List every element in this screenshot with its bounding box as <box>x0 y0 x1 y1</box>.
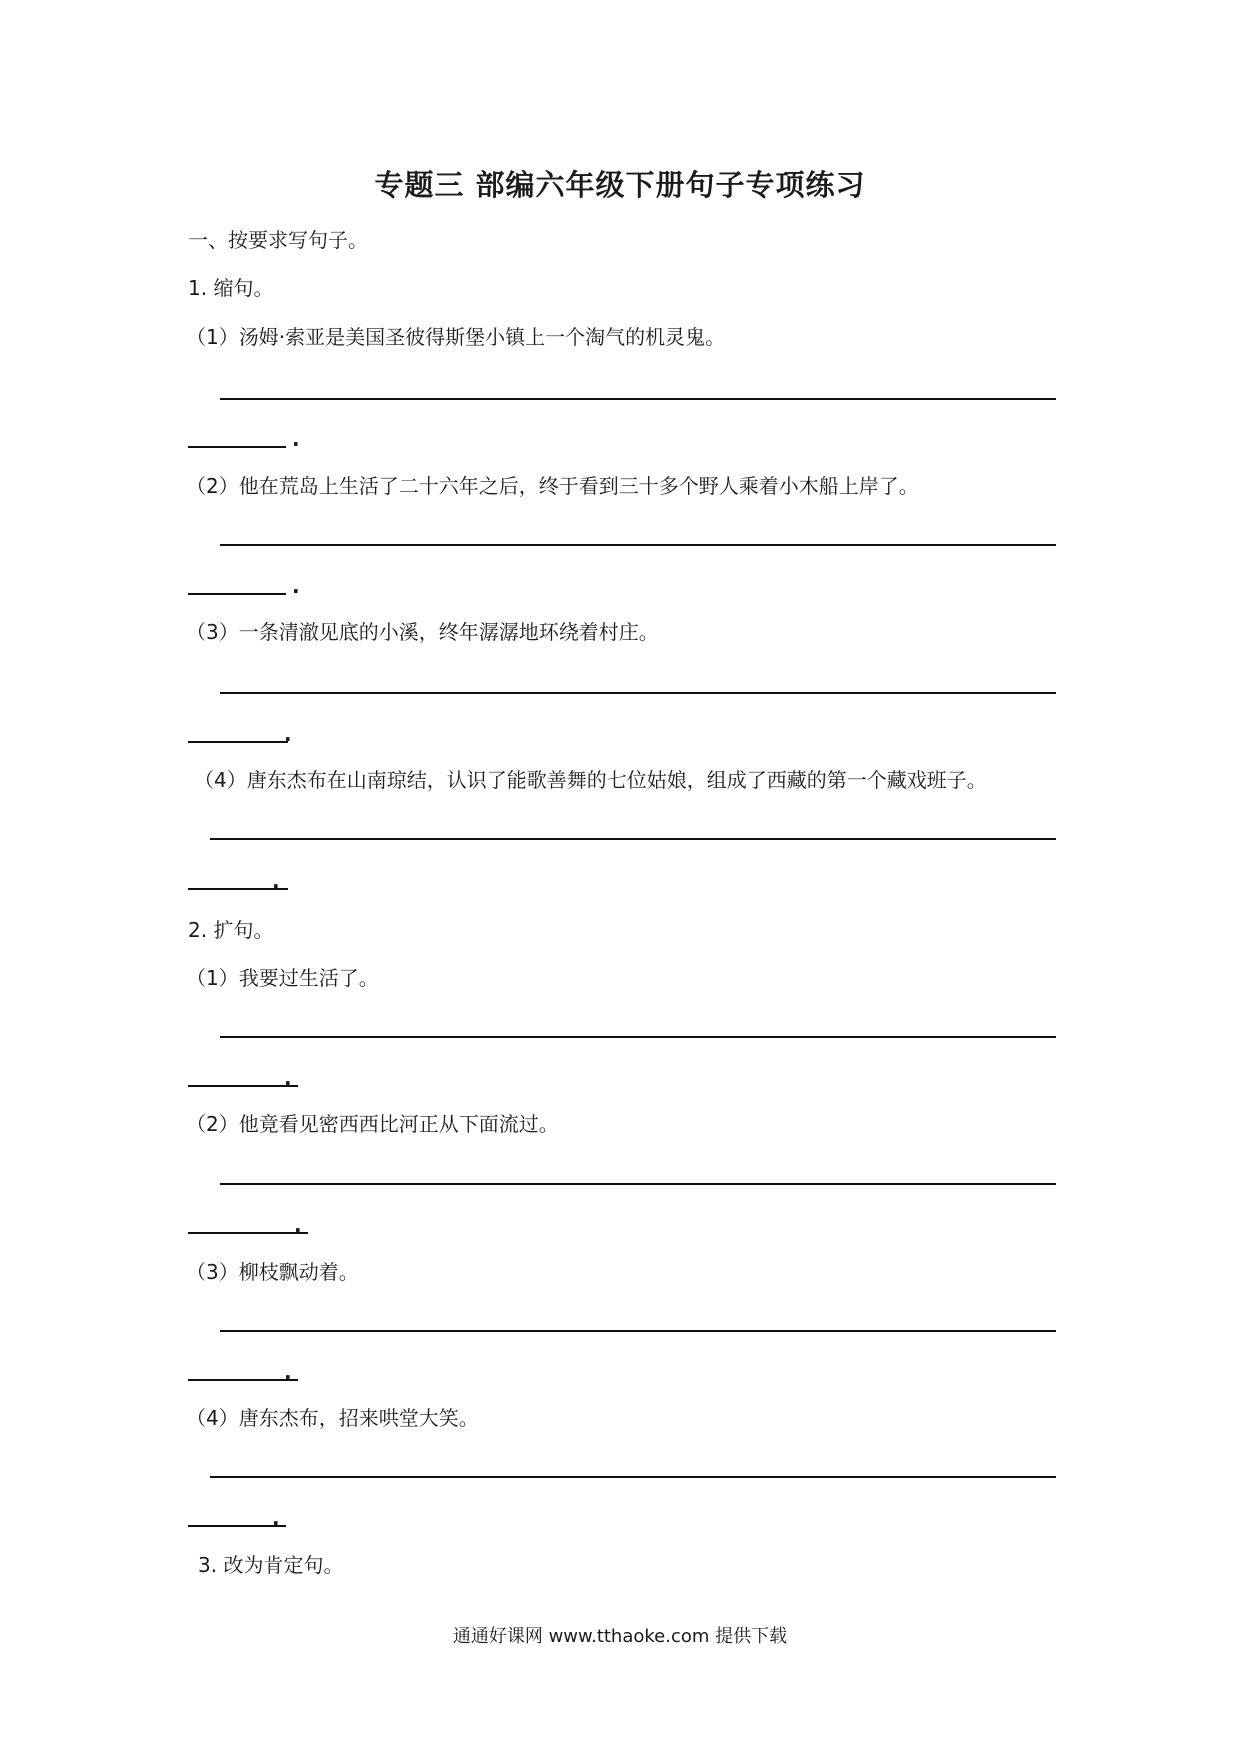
period: . <box>284 1360 292 1384</box>
answer-line[interactable] <box>220 1183 1056 1185</box>
period: . <box>292 427 300 451</box>
answer-line[interactable] <box>210 838 1056 840</box>
period: . <box>272 869 280 893</box>
period: . <box>292 574 300 598</box>
answer-line-short[interactable] <box>188 446 286 448</box>
answer-line[interactable] <box>220 1330 1056 1332</box>
q2-item-2: （2）他竟看见密西西比河正从下面流过。 <box>186 1112 559 1136</box>
answer-line[interactable] <box>220 692 1056 694</box>
q2-item-1: （1）我要过生活了。 <box>186 966 379 990</box>
q1-heading: 1. 缩句。 <box>188 276 274 300</box>
q1-item-4: （4）唐东杰布在山南琼结，认识了能歌善舞的七位姑娘，组成了西藏的第一个藏戏班子。 <box>194 768 987 792</box>
answer-line-short[interactable] <box>188 741 288 743</box>
period: . <box>284 1066 292 1090</box>
q3-heading: 3. 改为肯定句。 <box>198 1553 344 1577</box>
answer-line[interactable] <box>220 398 1056 400</box>
answer-line[interactable] <box>220 1036 1056 1038</box>
period: . <box>272 1506 280 1530</box>
answer-line-short[interactable] <box>188 1232 308 1234</box>
q2-item-3: （3）柳枝飘动着。 <box>186 1260 359 1284</box>
period: . <box>284 722 292 746</box>
section-heading: 一、按要求写句子。 <box>188 228 368 252</box>
answer-line[interactable] <box>210 1476 1056 1478</box>
page-title: 专题三 部编六年级下册句子专项练习 <box>374 168 866 202</box>
q2-item-4: （4）唐东杰布，招来哄堂大笑。 <box>186 1406 479 1430</box>
page-footer: 通通好课网 www.tthaoke.com 提供下载 <box>452 1626 788 1647</box>
answer-line-short[interactable] <box>188 1085 298 1087</box>
q1-item-2: （2）他在荒岛上生活了二十六年之后，终于看到三十多个野人乘着小木船上岸了。 <box>186 474 919 498</box>
answer-line-short[interactable] <box>188 1379 298 1381</box>
period: . <box>294 1213 302 1237</box>
q1-item-1: （1）汤姆·索亚是美国圣彼得斯堡小镇上一个淘气的机灵鬼。 <box>186 325 726 349</box>
answer-line-short[interactable] <box>188 593 286 595</box>
answer-line[interactable] <box>220 544 1056 546</box>
q2-heading: 2. 扩句。 <box>188 918 274 942</box>
q1-item-3: （3）一条清澈见底的小溪，终年潺潺地环绕着村庄。 <box>186 620 659 644</box>
